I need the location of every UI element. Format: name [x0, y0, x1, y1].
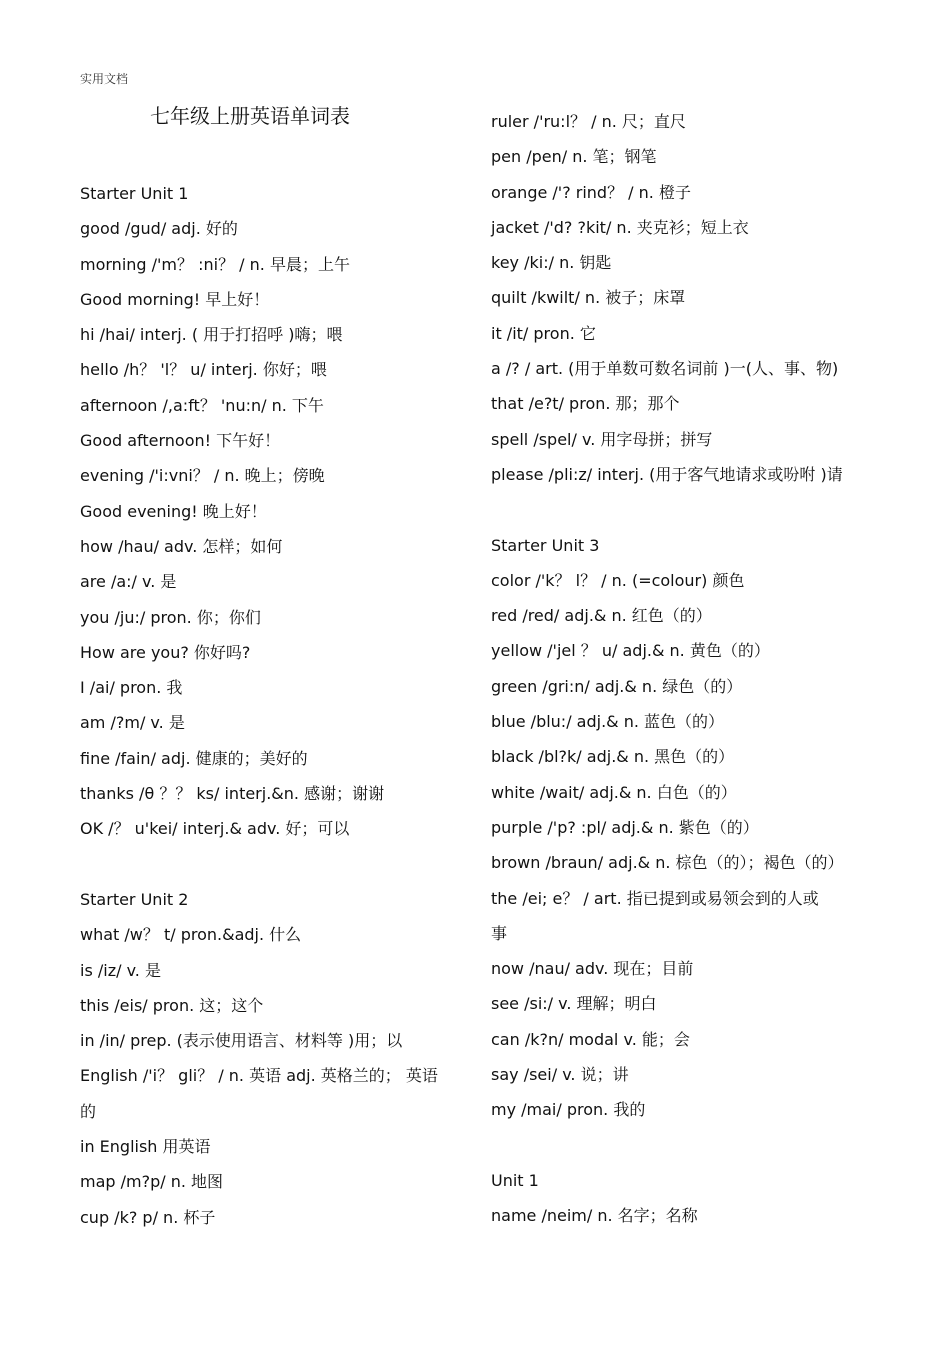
- vocab-entry: 事: [491, 923, 508, 943]
- vocab-entry: quilt /kwilt/ n. 被子；床罩: [491, 288, 686, 308]
- vocab-entry: are /a:/ v. 是: [80, 572, 177, 592]
- unit-heading: Starter Unit 3: [491, 535, 600, 555]
- vocab-entry: the /ei; e？ / art. 指已提到或易领会到的人或: [491, 888, 819, 908]
- vocab-entry: see /si:/ v. 理解；明白: [491, 994, 657, 1014]
- vocab-entry: is /iz/ v. 是: [80, 960, 161, 980]
- page-title: 七年级上册英语单词表: [150, 104, 350, 128]
- unit-heading: Starter Unit 1: [80, 184, 189, 203]
- blank-line: [491, 492, 871, 527]
- vocab-entry: 的: [80, 1101, 97, 1121]
- vocab-entry: red /red/ adj.& n. 红色（的）: [491, 606, 712, 626]
- vocab-entry: say /sei/ v. 说；讲: [491, 1065, 629, 1085]
- vocab-entry: Good evening! 晚上好！: [80, 501, 267, 521]
- vocab-entry: you /ju:/ pron. 你；你们: [80, 607, 261, 627]
- vocab-entry: fine /fain/ adj. 健康的；美好的: [80, 748, 308, 768]
- vocab-entry: black /bl?k/ adj.& n. 黑色（的）: [491, 747, 735, 767]
- vocab-entry: it /it/ pron. 它: [491, 323, 596, 343]
- vocab-entry: good /gud/ adj. 好的: [80, 219, 238, 239]
- vocab-entry: hi /hai/ interj. ( 用于打招呼 )嗨；喂: [80, 325, 343, 345]
- vocab-entry: brown /braun/ adj.& n. 棕色（的）；褐色（的）: [491, 853, 844, 873]
- vocab-entry: purple /'p? :pl/ adj.& n. 紫色（的）: [491, 817, 759, 837]
- vocab-entry: orange /'? rind？ / n. 橙子: [491, 182, 691, 202]
- vocab-entry: cup /k? p/ n. 杯子: [80, 1207, 216, 1227]
- vocab-entry: now /nau/ adv. 现在；目前: [491, 959, 694, 979]
- vocab-entry: evening /'i:vni？ / n. 晚上；傍晚: [80, 466, 325, 486]
- vocab-entry: what /w？ t/ pron.&adj. 什么: [80, 925, 302, 945]
- vocab-entry: green /gri:n/ adj.& n. 绿色（的）: [491, 676, 743, 696]
- vocab-entry: How are you? 你好吗?: [80, 642, 251, 662]
- vocab-entry: in English 用英语: [80, 1137, 211, 1157]
- vocab-entry: color /'k？ l？ / n. (=colour) 颜色: [491, 570, 745, 590]
- vocab-entry: blue /blu:/ adj.& n. 蓝色（的）: [491, 712, 725, 732]
- vocab-entry: spell /spel/ v. 用字母拼；拼写: [491, 429, 713, 449]
- unit-heading: Unit 1: [491, 1170, 539, 1190]
- vocab-entry: in /in/ prep. (表示使用语言、材料等 )用；以: [80, 1031, 403, 1051]
- vocab-entry: that /e?t/ pron. 那；那个: [491, 394, 680, 414]
- vocab-entry: I /ai/ pron. 我: [80, 678, 183, 698]
- right-column: [491, 104, 871, 1234]
- unit-heading: Starter Unit 2: [80, 889, 189, 909]
- vocab-entry: Good morning! 早上好！: [80, 289, 270, 309]
- vocab-entry: afternoon /,a:ft？ 'nu:n/ n. 下午: [80, 395, 324, 415]
- vocab-entry: OK /？ u'kei/ interj.& adv. 好；可以: [80, 819, 350, 839]
- vocab-entry: can /k?n/ modal v. 能；会: [491, 1029, 690, 1049]
- blank-line: [491, 1128, 871, 1163]
- vocab-entry: yellow /'jel ？ u/ adj.& n. 黄色（的）: [491, 641, 770, 661]
- vocab-entry: morning /'m？ :ni？ / n. 早晨；上午: [80, 254, 350, 274]
- vocab-entry: how /hau/ adv. 怎样；如何: [80, 536, 283, 556]
- vocab-entry: a /? / art. (用于单数可数名词前 )一(人、事、物): [491, 359, 839, 379]
- vocab-entry: English /'i？ gli？ / n. 英语 adj. 英格兰的； 英语: [80, 1066, 438, 1086]
- vocab-entry: white /wait/ adj.& n. 白色（的）: [491, 782, 737, 802]
- vocab-entry: map /m?p/ n. 地图: [80, 1172, 224, 1192]
- vocab-entry: please /pli:z/ interj. (用于客气地请求或吩咐 )请: [491, 464, 843, 484]
- vocab-entry: key /ki:/ n. 钥匙: [491, 253, 612, 273]
- vocab-entry: Good afternoon! 下午好！: [80, 431, 281, 451]
- vocab-entry: this /eis/ pron. 这；这个: [80, 995, 264, 1015]
- left-column: [80, 176, 460, 1235]
- vocab-entry: thanks /θ ？？ ks/ interj.&n. 感谢；谢谢: [80, 784, 385, 804]
- vocab-entry: hello /h？ 'l？ u/ interj. 你好；喂: [80, 360, 327, 380]
- vocab-entry: my /mai/ pron. 我的: [491, 1100, 646, 1120]
- vocab-entry: ruler /'ru:l？ / n. 尺；直尺: [491, 112, 686, 131]
- vocab-entry: am /?m/ v. 是: [80, 713, 185, 733]
- vocab-entry: jacket /'d? ?kit/ n. 夹克衫；短上衣: [491, 217, 749, 237]
- vocab-entry: pen /pen/ n. 笔；钢笔: [491, 147, 657, 167]
- vocab-entry: name /neim/ n. 名字；名称: [491, 1206, 698, 1226]
- blank-line: [80, 847, 460, 882]
- header-label: 实用文档: [80, 72, 129, 86]
